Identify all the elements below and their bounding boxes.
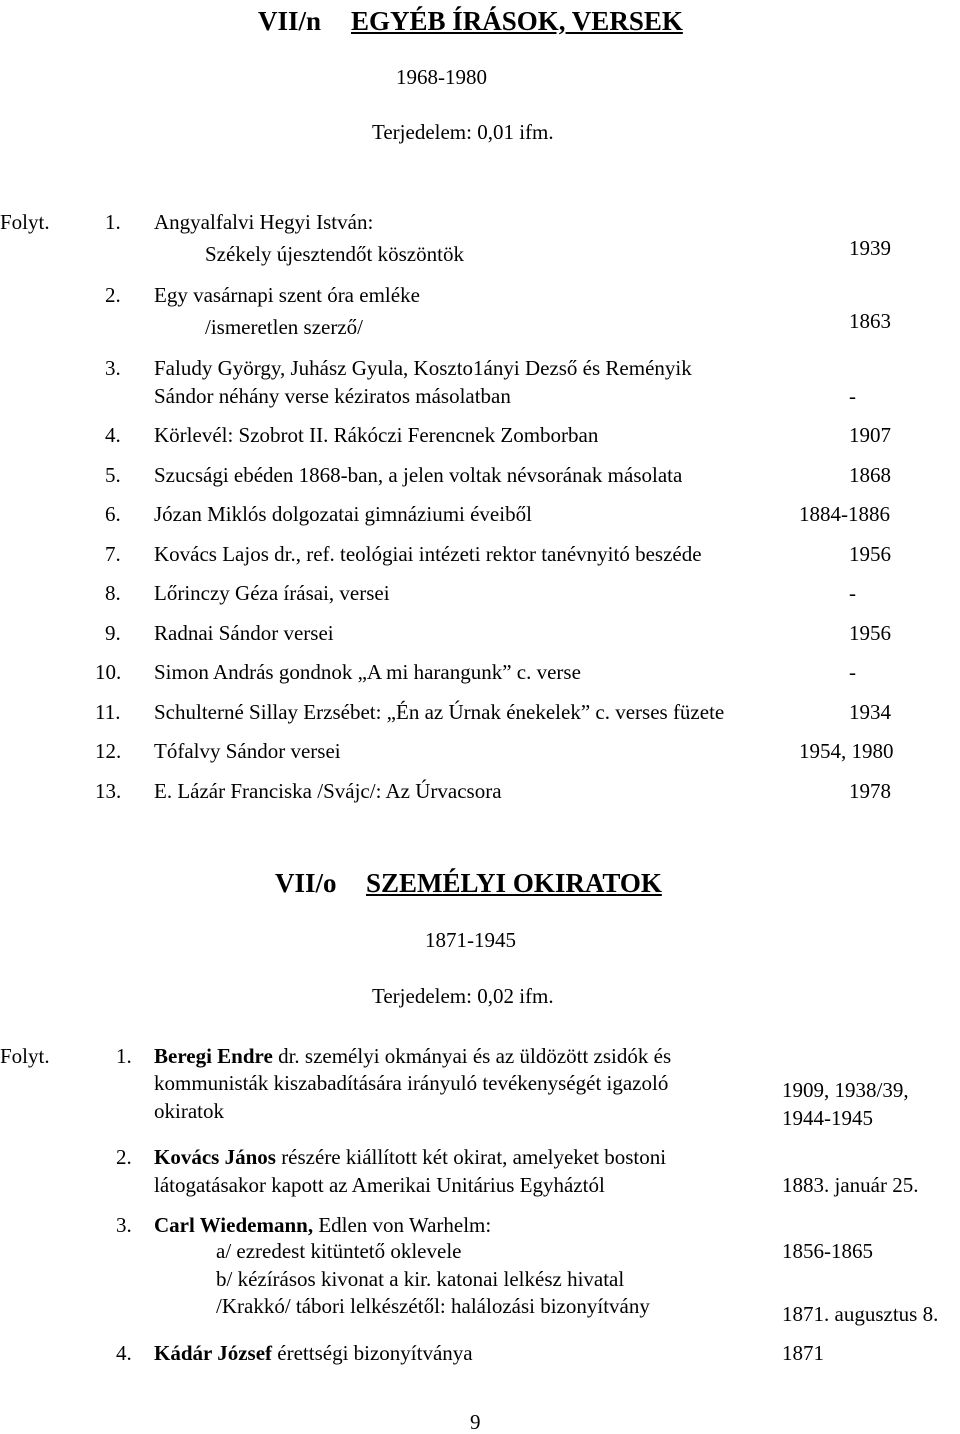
item-text: b/ kézírásos kivonat a kir. katonai lelkész hivatal — [216, 1267, 625, 1291]
item-date: 1909, 1938/39, — [782, 1078, 909, 1102]
item-date: 1978 — [849, 779, 891, 803]
item-date: - — [849, 384, 856, 408]
item-date: 1954, 1980 — [799, 739, 894, 763]
item-number: 7. — [105, 542, 121, 566]
item-text-rest: Edlen von Warhelm: — [313, 1213, 492, 1237]
item-date: 1868 — [849, 463, 891, 487]
page-number: 9 — [470, 1410, 481, 1434]
folyt-label: Folyt. — [0, 1044, 50, 1068]
item-text: Lőrinczy Géza írásai, versei — [154, 581, 390, 605]
item-date: 1939 — [849, 236, 891, 260]
item-text: Sándor néhány verse kéziratos másolatban — [154, 384, 511, 408]
item-date: 1863 — [849, 309, 891, 333]
item-text: okiratok — [154, 1099, 224, 1123]
item-number: 3. — [116, 1213, 132, 1237]
item-number: 2. — [105, 283, 121, 307]
person-name: Carl Wiedemann, — [154, 1213, 314, 1237]
item-number: 2. — [116, 1145, 132, 1169]
person-name: Beregi Endre — [154, 1044, 273, 1068]
item-date: 1884-1886 — [799, 502, 890, 526]
item-text — [154, 1145, 666, 1169]
folyt-label: Folyt. — [0, 210, 50, 234]
extent: Terjedelem: 0,01 ifm. — [372, 120, 554, 144]
item-date: 1871. augusztus 8. — [782, 1302, 939, 1326]
item-date: 1871 — [782, 1341, 824, 1365]
item-text: /ismeretlen szerző/ — [205, 315, 364, 339]
item-number: 3. — [105, 356, 121, 380]
item-number: 13. — [95, 779, 122, 803]
item-date: 1956 — [849, 542, 891, 566]
item-date: 1956 — [849, 621, 891, 645]
item-date: 1944-1945 — [782, 1106, 873, 1130]
item-text: Szucsági ebéden 1868-ban, a jelen voltak névsorának másolata — [154, 463, 683, 487]
item-number: 4. — [105, 423, 121, 447]
person-name: Kovács János — [154, 1145, 276, 1169]
item-text: Faludy György, Juhász Gyula, Koszto1ányi Dezső és Reményik — [154, 356, 692, 380]
item-number: 6. — [105, 502, 121, 526]
item-text: Schulterné Sillay Erzsébet: „Én az Úrnak énekelek” c. verses füzete — [154, 700, 725, 724]
item-date: 1934 — [849, 700, 891, 724]
item-number: 1. — [105, 210, 121, 234]
section-code: VII/o — [275, 868, 337, 898]
item-date: 1883. január 25. — [782, 1173, 919, 1197]
item-text — [154, 1341, 473, 1365]
section-title: SZEMÉLYI OKIRATOK — [366, 868, 662, 898]
item-text-rest: érettségi bizonyítványa — [272, 1341, 473, 1365]
extent: Terjedelem: 0,02 ifm. — [372, 984, 554, 1008]
item-text: E. Lázár Franciska /Svájc/: Az Úrvacsora — [154, 779, 502, 803]
section-title: EGYÉB ÍRÁSOK, VERSEK — [351, 6, 683, 36]
person-name: Kádár József — [154, 1341, 273, 1365]
item-date: - — [849, 581, 856, 605]
item-text — [154, 1213, 491, 1237]
section-code: VII/n — [258, 6, 322, 36]
item-text: Székely újesztendőt köszöntök — [205, 242, 464, 266]
item-text: Simon András gondnok „A mi harangunk” c. verse — [154, 660, 581, 684]
item-text: a/ ezredest kitüntető oklevele — [216, 1239, 462, 1263]
item-number: 5. — [105, 463, 121, 487]
item-number: 9. — [105, 621, 121, 645]
item-text — [154, 1044, 671, 1068]
item-text: Tófalvy Sándor versei — [154, 739, 341, 763]
item-number: 4. — [116, 1341, 132, 1365]
date-range: 1968-1980 — [396, 65, 487, 89]
item-text: Radnai Sándor versei — [154, 621, 334, 645]
item-text-rest: dr. személyi okmányai és az üldözött zsidók és — [272, 1044, 672, 1068]
item-number: 8. — [105, 581, 121, 605]
item-text: Egy vasárnapi szent óra emléke — [154, 283, 420, 307]
item-text: Józan Miklós dolgozatai gimnáziumi éveiből — [154, 502, 532, 526]
item-text: Kovács Lajos dr., ref. teológiai intézeti rektor tanévnyitó beszéde — [154, 542, 702, 566]
date-range: 1871-1945 — [425, 928, 516, 952]
item-date: 1856-1865 — [782, 1239, 873, 1263]
item-text-rest: részére kiállított két okirat, amelyeket bostoni — [275, 1145, 667, 1169]
item-number: 10. — [95, 660, 122, 684]
item-text: Angyalfalvi Hegyi István: — [154, 210, 374, 234]
item-text: kommunisták kiszabadítására irányuló tevékenységét igazoló — [154, 1071, 669, 1095]
item-number: 12. — [95, 739, 122, 763]
item-text: /Krakkó/ tábori lelkészétől: halálozási bizonyítvány — [216, 1294, 650, 1318]
item-date: - — [849, 660, 856, 684]
item-date: 1907 — [849, 423, 891, 447]
item-text: látogatásakor kapott az Amerikai Unitárius Egyháztól — [154, 1173, 605, 1197]
item-number: 1. — [116, 1044, 132, 1068]
item-text: Körlevél: Szobrot II. Rákóczi Ferencnek Zomborban — [154, 423, 599, 447]
item-number: 11. — [95, 700, 121, 724]
